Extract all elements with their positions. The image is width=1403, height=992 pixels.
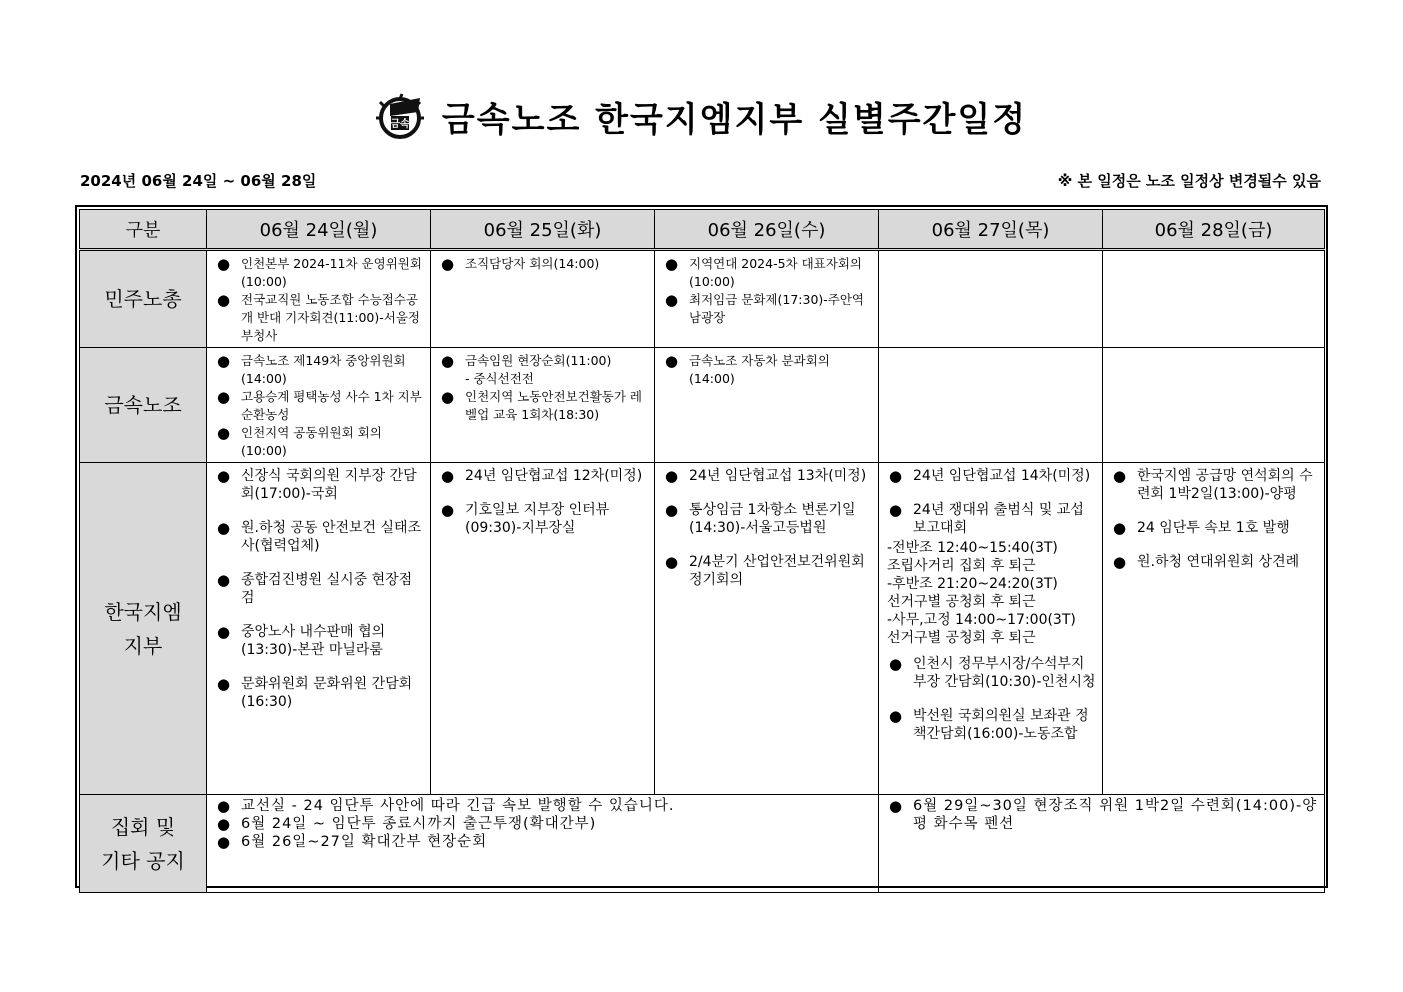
cell-geumsok-tue — [431, 348, 655, 463]
list-item — [439, 352, 648, 388]
list-item: ● 종합검진병원 실시중 현장점검 — [215, 571, 424, 607]
list-item: ● 원.하청 연대위원회 상견례 — [1111, 553, 1318, 571]
cell-minju-wed — [655, 250, 879, 348]
session-line: 선거구별 공청회 후 퇴근 — [887, 594, 1036, 610]
row-minju — [80, 250, 1325, 348]
list-item-text: ● 금속임원 현장순회(11:00) — [465, 353, 612, 368]
category-geumsok: 금속노조 — [80, 348, 207, 463]
cell-gm-mon — [207, 463, 431, 795]
list-item: ● 인천지역 노동안전보건활동가 레벨업 교육 1회차(18:30) — [439, 388, 648, 424]
cell-geumsok-fri — [1103, 348, 1325, 463]
list-item: ● 중앙노사 내수판매 협의(13:30)-본관 마닐라룸 — [215, 623, 424, 659]
schedule-table-frame — [75, 205, 1328, 888]
list-item: ● 6월 24일 ~ 임단투 종료시까지 출근투쟁(확대간부) — [215, 815, 872, 833]
category-other-line1: 집회 및 — [110, 814, 176, 839]
list-item: ● 최저임금 문화제(17:30)-주안역 남광장 — [663, 291, 872, 327]
list-item: ● 24년 임단협교섭 14차(미정) — [887, 467, 1096, 485]
list-item: ● 박선원 국회의원실 보좌관 정책간담회(16:00)-노동조합 — [887, 707, 1096, 743]
session-line: -사무,고정 14:00~17:00(3T) — [887, 612, 1076, 628]
cell-minju-fri — [1103, 250, 1325, 348]
list-item: ● 전국교직원 노동조합 수능접수공개 반대 기자회견(11:00)-서울정부청사 — [215, 291, 424, 345]
cell-minju-mon — [207, 250, 431, 348]
list-item: ● 지역연대 2024-5차 대표자회의 (10:00) — [663, 255, 872, 291]
list-item: ● 신장식 국회의원 지부장 간담회(17:00)-국회 — [215, 467, 424, 503]
cell-minju-thu — [879, 250, 1103, 348]
cell-gm-tue — [431, 463, 655, 795]
row-other — [80, 795, 1325, 893]
row-gm — [80, 463, 1325, 795]
cell-geumsok-mon — [207, 348, 431, 463]
list-item: ● 24년 임단협교섭 13차(미정) — [663, 467, 872, 485]
cell-notice-left — [207, 795, 879, 893]
session-line: -전반조 12:40~15:40(3T) — [887, 540, 1058, 556]
cell-gm-fri — [1103, 463, 1325, 795]
page-title: 금속노조 한국지엠지부 실별주간일정 — [441, 99, 1028, 140]
period-label: 2024년 06월 24일 ~ 06월 28일 — [80, 172, 317, 190]
list-item: ● 인천지역 공동위원회 회의(10:00) — [215, 424, 424, 460]
session-list — [879, 539, 1102, 647]
col-header-thu: 06월 27일(목) — [879, 210, 1103, 250]
list-item: ● 문화위원회 문화위원 간담회(16:30) — [215, 675, 424, 711]
list-item: ● 인천본부 2024-11차 운영위원회(10:00) — [215, 255, 424, 291]
list-item: ● 2/4분기 산업안전보건위원회 정기회의 — [663, 553, 872, 589]
list-item: ● 고용승계 평택농성 사수 1차 지부 순환농성 — [215, 388, 424, 424]
cell-geumsok-wed — [655, 348, 879, 463]
list-item: ● 금속노조 자동차 분과회의(14:00) — [663, 352, 872, 388]
list-item: ● 6월 26일~27일 확대간부 현장순회 — [215, 833, 872, 851]
union-logo-icon — [376, 90, 428, 142]
list-item: ● 통상임금 1차항소 변론기일(14:30)-서울고등법원 — [663, 501, 872, 537]
session-line: 조립사거리 집회 후 퇴근 — [887, 558, 1036, 574]
category-minju: 민주노총 — [80, 250, 207, 348]
list-item: ● 24년 쟁대위 출범식 및 교섭보고대회 — [887, 501, 1096, 537]
cell-gm-thu — [879, 463, 1103, 795]
list-item: ● 6월 29일~30일 현장조직 위원 1박2일 수련회(14:00)-양평 화수목 펜션 — [887, 797, 1318, 833]
category-gm-line2: 지부 — [123, 633, 163, 658]
list-item-subtext: - 중식선전전 — [465, 371, 534, 386]
row-geumsok — [80, 348, 1325, 463]
category-other-line2: 기타 공지 — [101, 848, 185, 873]
list-item: ● 한국지엠 공급망 연석회의 수련회 1박2일(13:00)-양평 — [1111, 467, 1318, 503]
list-item: ● 조직담당자 회의(14:00) — [439, 255, 648, 273]
header-row — [80, 210, 1325, 250]
col-header-mon: 06월 24일(월) — [207, 210, 431, 250]
list-item: ● 기호일보 지부장 인터뷰(09:30)-지부장실 — [439, 501, 648, 537]
col-header-fri: 06월 28일(금) — [1103, 210, 1325, 250]
cell-geumsok-thu — [879, 348, 1103, 463]
list-item: ● 원.하청 공동 안전보건 실태조사(협력업체) — [215, 519, 424, 555]
list-item: ● 인천시 정무부시장/수석부지부장 간담회(10:30)-인천시청 — [887, 655, 1096, 691]
col-header-tue: 06월 25일(화) — [431, 210, 655, 250]
list-item: ● 금속노조 제149차 중앙위원회 (14:00) — [215, 352, 424, 388]
change-notice: ※ 본 일정은 노조 일정상 변경될수 있음 — [1057, 172, 1321, 190]
col-header-category: 구분 — [80, 210, 207, 250]
category-gm-line1: 한국지엠 — [104, 599, 182, 624]
list-item: ● 교선실 - 24 임단투 사안에 따라 긴급 속보 발행할 수 있습니다. — [215, 797, 872, 815]
title-area — [0, 86, 1403, 146]
category-gm — [80, 463, 207, 795]
svg-text:금속: 금속 — [390, 119, 410, 130]
col-header-wed: 06월 26일(수) — [655, 210, 879, 250]
list-item: ● 24년 임단협교섭 12차(미정) — [439, 467, 648, 485]
session-line: 선거구별 공청회 후 퇴근 — [887, 630, 1036, 646]
schedule-table — [79, 209, 1325, 893]
cell-gm-wed — [655, 463, 879, 795]
category-other — [80, 795, 207, 893]
session-line: -후반조 21:20~24:20(3T) — [887, 576, 1058, 592]
cell-minju-tue — [431, 250, 655, 348]
list-item: ● 24 임단투 속보 1호 발행 — [1111, 519, 1318, 537]
cell-notice-right — [879, 795, 1325, 893]
